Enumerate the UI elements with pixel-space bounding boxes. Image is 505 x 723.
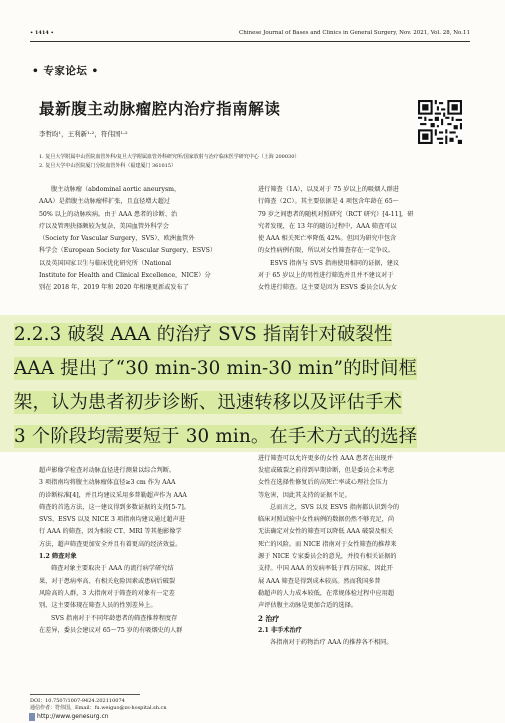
text-line: 究者发现，在 13 年的随访过程中，AAA 筛查可以 bbox=[258, 222, 397, 230]
article-title: 最新腹主动脉瘤腔内治疗指南解读 bbox=[39, 99, 281, 118]
text-line: 无法确定对女性的筛查可以降低 AAA 破裂及相关 bbox=[258, 528, 393, 536]
overlay-line-3: 架，认为患者初步诊断、迅速转移以及评估手术 bbox=[14, 392, 403, 413]
overlay-line-4: 3 个阶段均需要短于 30 min。在手术方式的选择 bbox=[14, 426, 418, 447]
page-number: • 1414 • bbox=[30, 30, 54, 36]
text-line: 声评估腹主动脉是更加合适的选择。 bbox=[258, 602, 357, 610]
subsection-heading: 2.1 非手术治疗 bbox=[258, 626, 302, 634]
right-column-overlay-tail: 进行筛查可以允许更多的女性 AAA 患者在出现并 bbox=[258, 455, 393, 462]
text-line: 行 AAA 的筛查，因为相较 CT、MRI 等其他影像学 bbox=[39, 528, 182, 536]
text-line: 果，对于患病率高、有相关危险因素或患病后破裂 bbox=[39, 577, 176, 585]
right-column-top bbox=[258, 184, 463, 295]
qr-code-icon bbox=[418, 100, 462, 144]
subsection-heading: 1.2 筛查对象 bbox=[39, 553, 77, 561]
text-line: 方法，超声筛查更加安全并且有着更高的经济效益。 bbox=[39, 540, 182, 548]
text-line: 别，这主要体现在筛查人员的性别差异上。 bbox=[39, 602, 157, 610]
text-line: 筛查对象主要取决于 AAA 的流行病学研究结 bbox=[51, 565, 174, 573]
text-line: 筛查的首选方法，这一建议得到多数证据的支持[5-7]。 bbox=[39, 503, 190, 511]
overlay-line-2: AAA 提出了“30 min-30 min-30 min”的时间框 bbox=[14, 358, 418, 379]
text-line: 进行筛查（1A），以及对于 75 岁以上的吸烟人群进 bbox=[258, 186, 399, 193]
text-line: SVS、ESVS 以及 NICE 3 项指南均建议通过超声进 bbox=[39, 516, 185, 524]
text-line: 79 岁之间患者的随机对照研究（RCT 研究）[4-11]，研 bbox=[258, 210, 414, 218]
text-line: 勒超声的人力成本较低，在常规体检过程中应用超 bbox=[258, 589, 395, 597]
text-line: 展 AAA 筛查是得到成本较高。然而我国多普 bbox=[258, 577, 381, 585]
affiliation-1: 1. 复旦大学附属中山医院血管外科/复旦大学附属血管外科研究所/国家放射与治疗临床医学研究中心（上海 200030） bbox=[39, 154, 300, 160]
text-line: 的诊断标准[4]，并且均建议采用多普勒超声作为 AAA bbox=[39, 491, 187, 499]
text-line: Institute for Health and Clinical Excellence，NICE）分 bbox=[39, 272, 211, 280]
text-line: 各指南对于药物治疗 AAA 的推荐各不相同。 bbox=[270, 639, 393, 647]
text-line: 死亡的风险。而 NICE 指南对于女性筛查的推荐来 bbox=[258, 540, 397, 548]
overlay-line-1: 2.2.3 破裂 AAA 的治疗 SVS 指南针对破裂性 bbox=[14, 324, 393, 345]
text-line: 总而言之，SVS 以及 ESVS 指南都认识到今的 bbox=[270, 503, 400, 511]
text-line: 发症或破裂之前得到早期诊断，但是委员会未考虑 bbox=[258, 467, 395, 474]
text-line: 腹主动脉瘤（abdominal aortic aneurysm， bbox=[51, 186, 181, 193]
text-line: 50% 以上的动脉疾病。由于 AAA 患者的诊断、治 bbox=[39, 210, 178, 218]
text-line: 在差异，委员会建议对 65～75 岁的有吸烟史的人群 bbox=[39, 626, 183, 634]
doi[interactable]: DOI：10.7507/1007-9424.202110074 bbox=[30, 698, 125, 704]
text-line: 疗以及管理抉择颇较为复杂，美国血管外科学会 bbox=[39, 222, 169, 230]
text-line: 使 AAA 相关死亡率降低 42%。但因为研究中包含 bbox=[258, 235, 397, 243]
text-line: 别在 2018 年、2019 年和 2020 年相继更新或发布了 bbox=[39, 284, 189, 292]
text-line: 等危害，因此其支持的证据不足。 bbox=[258, 491, 351, 499]
text-line: 超声影像学检查对动脉直径进行测量以综合判断。 bbox=[39, 467, 176, 474]
footer-rule bbox=[30, 694, 140, 695]
author-list: 李哲昀¹，王利新¹·²，符伟国¹·² bbox=[39, 130, 128, 138]
text-line: ESVS 指南与 SVS 指南使用相同的证据，建议 bbox=[270, 259, 400, 267]
text-line: 女性在选择性修复后的高死亡率或心理社会压力 bbox=[258, 479, 388, 487]
text-line: 3 项指南均将腹主动脉瘤体直径≥3 cm 作为 AAA bbox=[39, 479, 176, 487]
text-line: 科学会（European Society for Vascular Surgery，ESVS） bbox=[39, 247, 217, 255]
header-rule bbox=[30, 41, 470, 42]
text-line: 临床对照试验中女性病例的数据仍然不够充足，尚 bbox=[258, 516, 395, 524]
text-line: 源于 NICE 专家委员会的意见，并投有相关证据的 bbox=[258, 553, 397, 561]
left-column-bottom bbox=[39, 465, 244, 637]
text-line: 支持。中国 AAA 的发病率低于西方国家，因此开 bbox=[258, 565, 393, 573]
journal-url-link[interactable]: http://www.genesurg.cn bbox=[37, 713, 109, 720]
text-line: 风险高的人群，3 大指南对于筛查的对象有一定差 bbox=[39, 589, 175, 597]
text-line: SVS 指南对于不同年龄患者的筛查推荐程度存 bbox=[51, 614, 178, 622]
page-marker-icon bbox=[29, 713, 35, 721]
right-column-bottom bbox=[258, 465, 463, 649]
text-line: 女性进行筛查。这主要是因为 ESVS 委员会认为女 bbox=[258, 284, 397, 292]
journal-header: Chinese Journal of Bases and Clinics in General Surgery, Nov. 2021, Vol. 28, No.11 bbox=[239, 30, 470, 36]
text-line: AAA）是指腹主动脉瘤样扩张，且直径增大超过 bbox=[39, 198, 170, 206]
left-column-top bbox=[39, 184, 244, 295]
section-heading: 2 治疗 bbox=[258, 613, 280, 623]
text-line: 行筛查（2C）。其主要依据是 4 项包含年龄在 65～ bbox=[258, 198, 399, 206]
text-line: （Society for Vascular Surgery，SVS）、欧洲血管外 bbox=[39, 235, 195, 243]
affiliation-2: 2. 复旦大学中山医院厦门分院血管外科（福建厦门 361015） bbox=[39, 163, 177, 169]
section-tag: • 专家论坛 • bbox=[32, 65, 99, 77]
corresponding-author: 通信作者：符伟国，Email：fu.weiguo@zs-hospital.sh.cn bbox=[30, 705, 167, 711]
text-line: 的女性病例有限，所以对女性筛查存在一定争议。 bbox=[258, 247, 395, 255]
text-line: 对于 65 岁以上的男性进行筛选并且并不建议对于 bbox=[258, 272, 394, 280]
text-line: 以及英国国家卫生与临床优化研究所（National bbox=[39, 259, 172, 267]
